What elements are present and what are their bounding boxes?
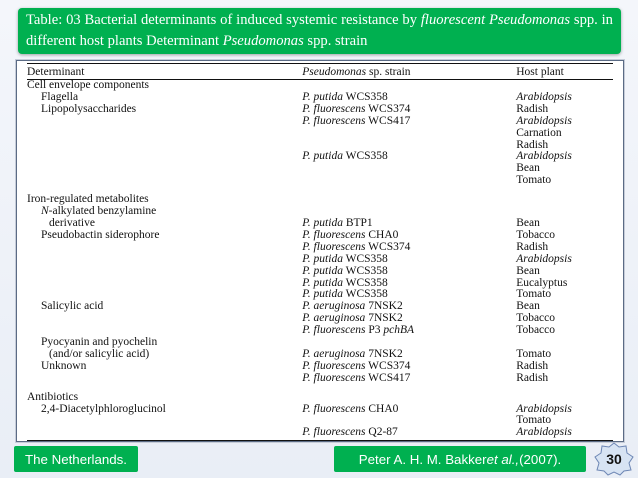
title-italic-1: fluorescent Pseudomonas [420,12,571,28]
determinant-cell [27,140,302,152]
table-image-frame [16,60,624,442]
determinant-cell [27,128,302,140]
header-strain-italic: Pseudomonas [302,66,367,78]
determinant-cell [27,266,302,278]
strain-cell [302,128,516,140]
header-determinant: Determinant [27,64,302,80]
species-name: P. fluorescens [302,240,366,253]
determinant-cell [27,104,302,116]
determinant-cell [27,175,302,187]
table-row [27,175,613,187]
table-body [27,80,613,440]
strain-cell [302,175,516,187]
page-number: 30 [606,451,622,467]
determinant-text: Pseudobactin siderophore [41,228,160,241]
host-plant-cell: Bean [516,264,540,277]
host-plant-cell: Tobacco [516,312,556,325]
citation-year: (2007). [519,451,562,467]
determinant-cell [27,163,302,175]
species-name: P. putida [302,288,343,301]
determinant-text: Iron-regulated metabolites [27,193,149,206]
determinant-text: Salicylic acid [41,300,104,313]
page-number-badge [594,442,634,476]
species-name: P. putida [302,90,343,103]
species-name: P. fluorescens [302,102,366,115]
species-name: P. fluorescens [302,402,366,415]
title-text-1: Table: 03 Bacterial determinants of induced systemic resistance by [26,12,421,28]
species-name: P. aeruginosa [302,300,366,313]
determinant-cell [27,404,302,416]
table-gap-row [27,385,613,392]
citation-author: Peter A. H. M. Bakker [358,451,487,467]
determinant-text: derivative [49,216,95,229]
determinant-cell [27,415,302,427]
host-plant-cell: Carnation [516,126,562,139]
strain-code: WCS358 [342,90,388,103]
host-plant-cell: Arabidopsis [516,150,572,163]
determinant-text: 2,4-Diacetylphloroglucinol [41,402,166,415]
determinant-cell [27,254,302,266]
citation-etal: et al., [486,451,520,467]
strain-code: WCS374 [365,240,411,253]
determinant-cell [27,242,302,254]
determinant-text: Flagella [41,90,79,103]
determinants-table [27,63,613,439]
strain-code: WCS358 [342,288,388,301]
table-header-row [27,64,613,80]
species-name: P. fluorescens [302,324,366,337]
table-row [27,373,613,385]
title-text-2: spp. in different host plants Determinant [26,12,613,49]
strain-code: WCS358 [342,276,388,289]
strain-gene: pchBA [383,324,415,337]
species-name: P. putida [302,276,343,289]
strain-cell [302,325,516,337]
determinant-cell [27,116,302,128]
species-name: P. putida [302,264,343,277]
strain-code: BTP1 [342,216,373,229]
gap-cell [27,385,613,392]
determinant-cell [27,427,302,439]
determinant-cell [27,230,302,242]
determinant-text: Antibiotics [27,390,79,403]
host-plant-cell [516,194,613,206]
host-plant-cell: Radish [516,138,549,151]
host-plant-cell: Arabidopsis [516,426,572,439]
species-name: P. putida [302,252,343,265]
host-plant-cell: Arabidopsis [516,252,572,265]
determinant-cell [27,313,302,325]
strain-code: CHA0 [365,228,399,241]
strain-code: WCS417 [365,371,411,384]
strain-code: P3 [365,324,384,337]
host-plant-cell: Bean [516,300,540,313]
host-plant-cell: Tomato [516,288,552,301]
determinant-cell [27,373,302,385]
species-name: P. fluorescens [302,114,366,127]
strain-code: CHA0 [365,402,399,415]
strain-code: WCS374 [365,359,411,372]
host-plant-cell: Bean [516,216,540,229]
species-name: P. fluorescens [302,426,366,439]
strain-cell [302,116,516,128]
table-bottom-rule [27,440,613,441]
determinant-text: Cell envelope components [27,79,149,91]
host-plant-cell: Bean [516,162,540,175]
footer-location: The Netherlands. [14,446,138,472]
species-name: P. fluorescens [302,371,366,384]
header-strain-rest: sp. strain [366,66,411,78]
strain-cell [302,427,516,439]
header-strain [302,64,516,80]
host-plant-cell: Radish [516,359,549,372]
table-row [27,116,613,128]
host-plant-cell: Arabidopsis [516,114,572,127]
host-plant-cell: Radish [516,240,549,253]
title-text-3: spp. strain [303,33,368,49]
host-plant-cell: Tomato [516,174,552,187]
title-italic-2: Pseudomonas [222,33,304,49]
species-name: P. fluorescens [302,228,366,241]
slide-title [18,8,621,54]
strain-cell [302,151,516,163]
host-plant-cell [516,392,613,404]
strain-code: 7NSK2 [365,300,403,313]
strain-code: WCS358 [342,264,388,277]
species-name: P. putida [302,150,343,163]
strain-code: WCS417 [365,114,411,127]
table-row [27,128,613,140]
host-plant-cell: Radish [516,371,549,384]
strain-cell [302,404,516,416]
host-plant-cell: Tobacco [516,228,556,241]
strain-cell [302,373,516,385]
determinant-text: (and/or salicylic acid) [49,347,150,360]
determinant-cell [27,278,302,290]
footer-citation [334,446,586,472]
species-name: P. aeruginosa [302,312,366,325]
determinant-italic: N [41,205,49,218]
header-host: Host plant [516,64,613,80]
determinant-text: -alkylated benzylamine [48,205,157,218]
determinant-cell [27,301,302,313]
strain-code: 7NSK2 [365,312,403,325]
determinant-cell [27,361,302,373]
host-plant-cell: Tomato [516,414,552,427]
strain-cell [302,194,516,206]
table-row [27,427,613,439]
species-name: P. aeruginosa [302,347,366,360]
determinant-text: Pyocyanin and pyochelin [41,336,158,349]
species-name: P. fluorescens [302,359,366,372]
determinant-text: Lipopolysaccharides [41,102,137,115]
strain-code: WCS358 [342,252,388,265]
host-plant-cell: Arabidopsis [516,90,572,103]
host-plant-cell: Arabidopsis [516,402,572,415]
strain-code: WCS358 [342,150,388,163]
host-plant-cell: Radish [516,102,549,115]
strain-code: Q2-87 [365,426,398,439]
determinant-text: Unknown [41,359,87,372]
host-plant-cell: Tomato [516,347,552,360]
strain-code: 7NSK2 [365,347,403,360]
strain-cell [302,163,516,175]
host-plant-cell: Eucalyptus [516,276,568,289]
determinant-cell [27,151,302,163]
strain-code: WCS374 [365,102,411,115]
species-name: P. putida [302,216,343,229]
host-plant-cell: Tobacco [516,324,556,337]
